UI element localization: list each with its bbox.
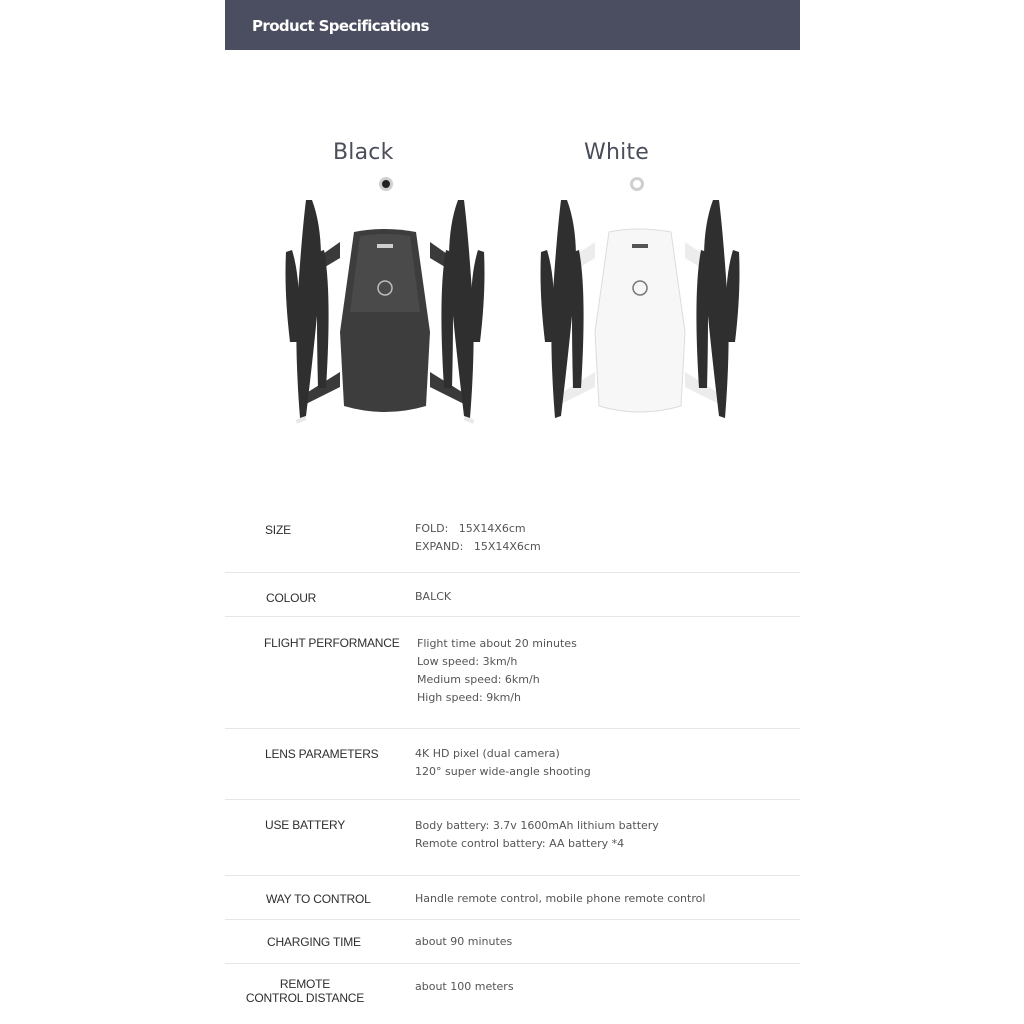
drone-black-image: [280, 192, 490, 432]
spec-label: SIZE: [265, 523, 291, 537]
spec-value: Handle remote control, mobile phone remote control: [415, 892, 706, 905]
color-swatch-black[interactable]: [379, 177, 393, 191]
spec-label: LENS PARAMETERS: [265, 747, 379, 761]
spec-label: FLIGHT PERFORMANCE: [264, 636, 400, 650]
spec-label: REMOTE CONTROL DISTANCE: [245, 977, 365, 1005]
spec-row-flight-performance: [225, 617, 800, 729]
spec-value: Body battery: 3.7v 1600mAh lithium battery Remote control battery: AA battery *4: [415, 819, 659, 850]
spec-row-way-to-control: [225, 876, 800, 920]
spec-value: about 90 minutes: [415, 935, 513, 948]
spec-value: FOLD: 15X14X6cm EXPAND: 15X14X6cm: [415, 522, 541, 553]
spec-row-lens-parameters: [225, 729, 800, 800]
spec-label: USE BATTERY: [265, 818, 346, 832]
spec-label: COLOUR: [266, 591, 317, 605]
spec-value: BALCK: [415, 590, 452, 603]
color-label-black: Black: [333, 140, 394, 165]
page-title: Product Specifications: [252, 17, 429, 35]
drone-white-image: [535, 192, 745, 432]
spec-value: 4K HD pixel (dual camera) 120° super wide-angle shooting: [415, 747, 591, 778]
color-label-white: White: [584, 140, 649, 165]
spec-row-remote-control-distance: [225, 964, 800, 1014]
header-banner: [225, 0, 800, 50]
spec-value: Flight time about 20 minutes Low speed: 3km/h Medium speed: 6km/h High speed: 9km/h: [417, 637, 577, 704]
spec-label: WAY TO CONTROL: [266, 892, 371, 906]
spec-row-size: [225, 500, 800, 573]
spec-row-charging-time: [225, 920, 800, 964]
spec-value: about 100 meters: [415, 980, 514, 993]
spec-label: CHARGING TIME: [267, 935, 361, 949]
spec-row-colour: [225, 573, 800, 617]
spec-row-use-battery: [225, 800, 800, 876]
color-swatch-white[interactable]: [630, 177, 644, 191]
